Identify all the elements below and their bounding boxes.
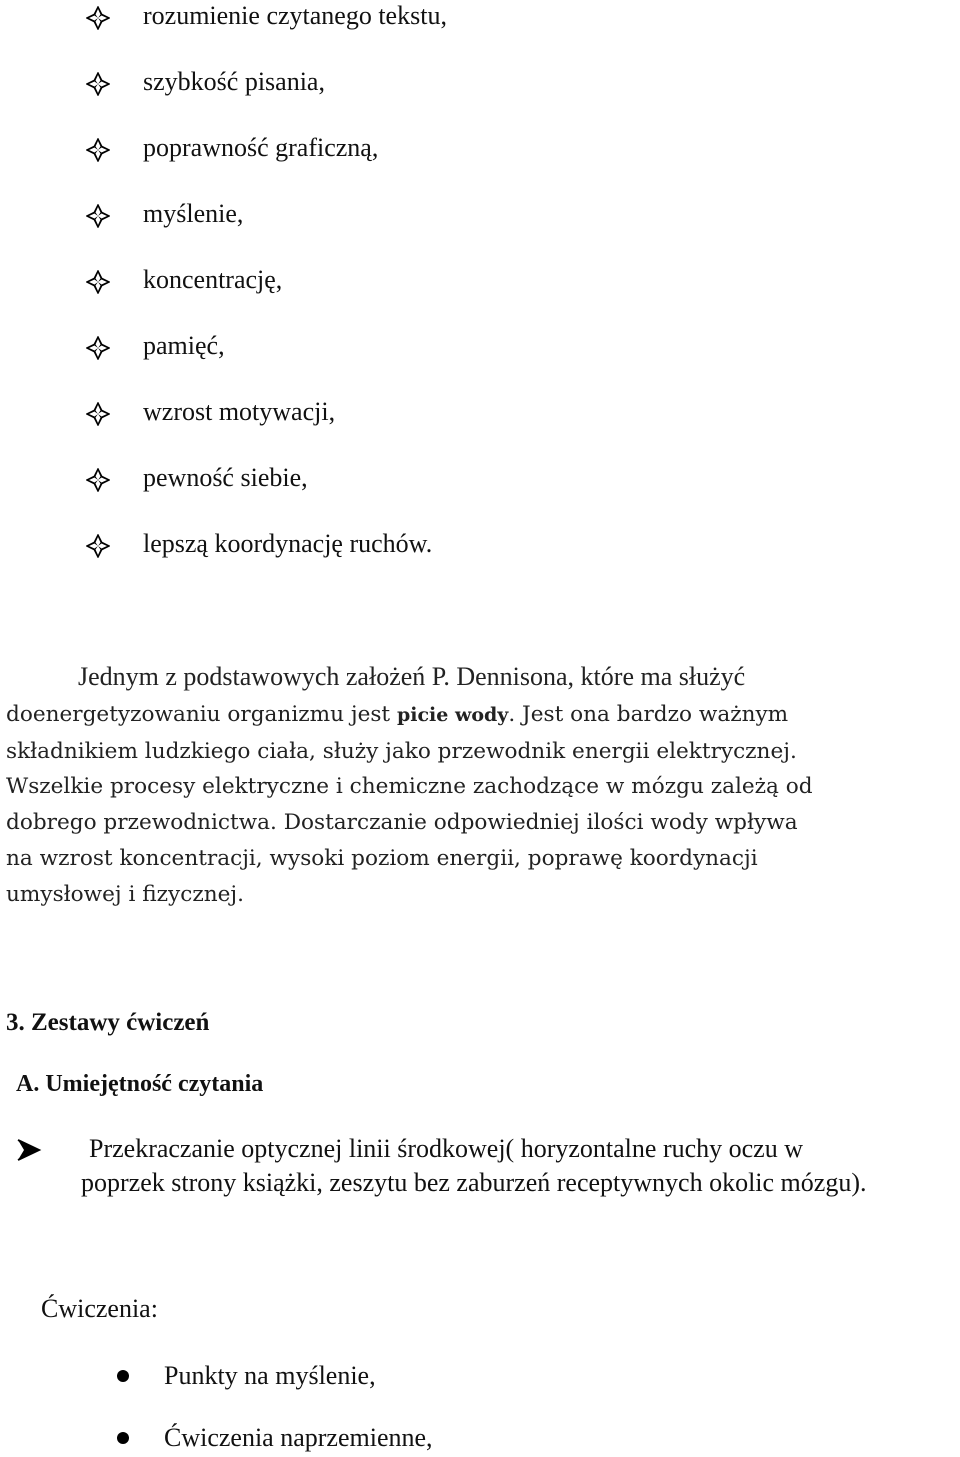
emphasis-text: picie wody [396,704,509,726]
arrow-item-line: poprzek strony książki, zeszytu bez zaburzeń receptywnych okolic mózgu). [81,1168,867,1197]
list-item-text: poprawność graficzną, [143,133,379,162]
diamond-bullet-icon [86,6,110,30]
paragraph-line: umysłowej i fizycznej. [6,882,244,907]
diamond-bullet-icon [86,270,110,294]
list-item: Punkty na myślenie, [164,1361,376,1390]
diamond-bullet-icon [86,468,110,492]
list-item-text: lepszą koordynację ruchów. [143,529,433,558]
list-item-text: wzrost motywacji, [143,397,336,426]
paragraph-line: Wszelkie procesy elektryczne i chemiczne zachodzące w mózgu zależą od [6,774,813,799]
list-item-text: rozumienie czytanego tekstu, [143,1,447,30]
list-item-text: szybkość pisania, [143,67,325,96]
diamond-bullet-icon [86,402,110,426]
list-item-text: myślenie, [143,199,244,228]
exercises-label: Ćwiczenia: [41,1294,158,1323]
paragraph-line: Jednym z podstawowych założeń P. Dennisona, które ma służyć [78,662,746,691]
list-item-text: pamięć, [143,331,225,360]
arrowhead-bullet-icon [16,1138,42,1162]
paragraph-line: na wzrost koncentracji, wysoki poziom energii, poprawę koordynacji [6,846,758,871]
diamond-bullet-icon [86,138,110,162]
filled-circle-bullet-icon [117,1370,129,1382]
diamond-bullet-icon [86,72,110,96]
diamond-bullet-icon [86,534,110,558]
paragraph-line: składnikiem ludzkiego ciała, służy jako przewodnik energii elektrycznej. [6,739,797,764]
paragraph-line: dobrego przewodnictwa. Dostarczanie odpowiedniej ilości wody wpływa [6,810,798,835]
paragraph-text: . Jest ona bardzo ważnym [508,702,789,727]
arrow-item-line: Przekraczanie optycznej linii środkowej( horyzontalne ruchy oczu w [89,1134,803,1163]
diamond-bullet-icon [86,204,110,228]
list-item-text: koncentrację, [143,265,283,294]
paragraph-line [6,698,788,732]
diamond-bullet-icon [86,336,110,360]
paragraph-text: doenergetyzowaniu organizmu jest [6,702,397,727]
list-item: Ćwiczenia naprzemienne, [164,1423,433,1452]
list-item-text: pewność siebie, [143,463,308,492]
section-heading: 3. Zestawy ćwiczeń [6,1009,210,1036]
subsection-heading: A. Umiejętność czytania [16,1071,264,1097]
filled-circle-bullet-icon [117,1432,129,1444]
